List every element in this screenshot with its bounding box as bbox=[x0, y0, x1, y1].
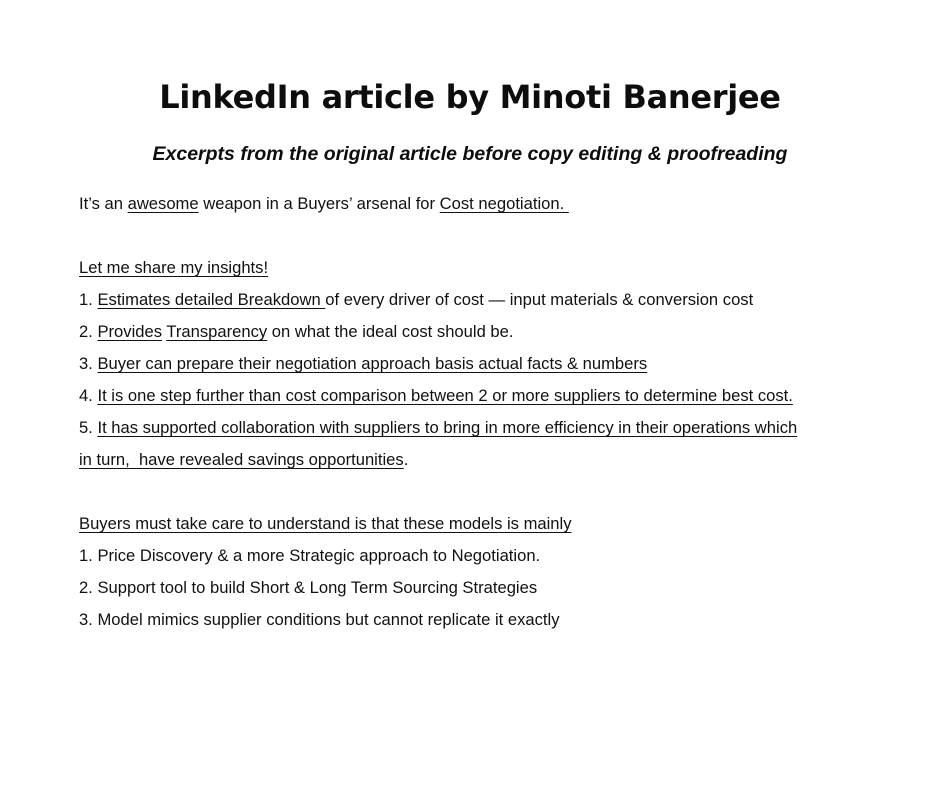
intro-underlined-cost-negotiation: Cost negotiation. bbox=[439, 194, 569, 213]
insight-item-1 bbox=[79, 284, 869, 316]
blank-line bbox=[79, 476, 869, 508]
insights-heading-text: Let me share my insights! bbox=[79, 258, 269, 277]
insight-item-4 bbox=[79, 380, 869, 412]
article-body bbox=[79, 188, 869, 636]
care-item-2: 2. Support tool to build Short & Long Term Sourcing Strategies bbox=[79, 578, 538, 597]
insight-5-underlined-line-1: It has supported collaboration with suppliers to bring in more efficiency in their operations which bbox=[97, 418, 798, 437]
intro-underlined-awesome: awesome bbox=[127, 194, 199, 213]
insight-item-5-line-1 bbox=[79, 412, 869, 444]
insight-4-underlined: It is one step further than cost comparison between 2 or more suppliers to determine best cost. bbox=[97, 386, 793, 405]
insight-item-3 bbox=[79, 348, 869, 380]
insight-item-5-line-2 bbox=[79, 444, 869, 476]
insight-4-number: 4. bbox=[79, 386, 98, 405]
insight-1-number: 1. bbox=[79, 290, 98, 309]
intro-text-1: It’s an bbox=[79, 194, 128, 213]
care-heading bbox=[79, 508, 869, 540]
insight-2-text: on what the ideal cost should be. bbox=[267, 322, 514, 341]
insight-5-period: . bbox=[403, 450, 409, 469]
insight-1-text: of every driver of cost — input materials & conversion cost bbox=[325, 290, 754, 309]
insights-heading bbox=[79, 252, 869, 284]
insight-item-2 bbox=[79, 316, 869, 348]
insight-2-number: 2. bbox=[79, 322, 98, 341]
insight-5-number: 5. bbox=[79, 418, 98, 437]
care-item-1: 1. Price Discovery & a more Strategic approach to Negotiation. bbox=[79, 546, 541, 565]
insight-2-underlined-provides: Provides bbox=[97, 322, 163, 341]
insight-5-underlined-line-2: in turn, have revealed savings opportunities bbox=[79, 450, 404, 469]
page-subtitle: Excerpts from the original article before copy editing & proofreading bbox=[152, 143, 788, 165]
insight-2-underlined-transparency: Transparency bbox=[166, 322, 268, 341]
insight-3-underlined: Buyer can prepare their negotiation approach basis actual facts & numbers bbox=[97, 354, 648, 373]
insight-1-underlined: Estimates detailed Breakdown bbox=[97, 290, 326, 309]
intro-paragraph bbox=[79, 188, 869, 220]
page-title: LinkedIn article by Minoti Banerjee bbox=[159, 78, 781, 116]
care-item-3: 3. Model mimics supplier conditions but cannot replicate it exactly bbox=[79, 610, 560, 629]
blank-line bbox=[79, 220, 869, 252]
insight-3-number: 3. bbox=[79, 354, 98, 373]
intro-text-2: weapon in a Buyers’ arsenal for bbox=[198, 194, 440, 213]
care-heading-text: Buyers must take care to understand is that these models is mainly bbox=[79, 514, 572, 533]
